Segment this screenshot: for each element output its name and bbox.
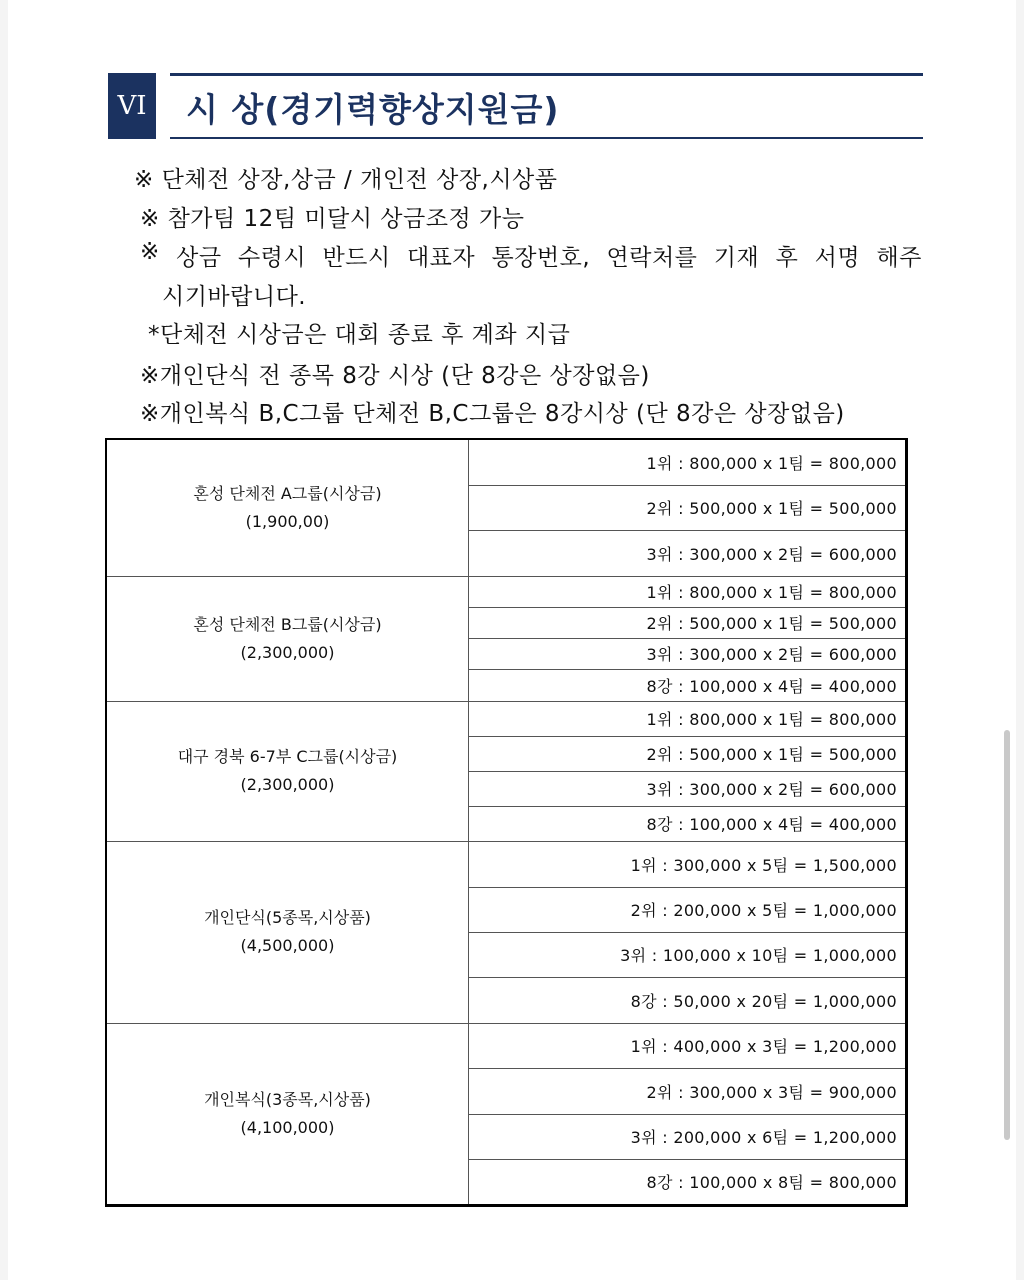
note-word: 후 <box>775 245 799 271</box>
group-total: (4,500,000) <box>240 936 335 955</box>
prize-line: 2위 : 200,000 x 5팀 = 1,000,000 <box>469 887 907 932</box>
prize-line: 3위 : 300,000 x 2팀 = 600,000 <box>469 638 907 669</box>
prize-line: 3위 : 300,000 x 2팀 = 600,000 <box>469 530 907 576</box>
prize-line: 3위 : 100,000 x 10팀 = 1,000,000 <box>469 932 907 977</box>
title-rule-top <box>170 73 923 76</box>
group-name: 대구 경북 6-7부 C그룹(시상금) <box>177 747 398 766</box>
prize-line: 2위 : 300,000 x 3팀 = 900,000 <box>469 1068 907 1114</box>
prize-line: 1위 : 800,000 x 1팀 = 800,000 <box>469 439 907 485</box>
note-singles-awards: ※개인단식 전 종목 8강 시상 (단 8강은 상장없음) <box>140 363 650 389</box>
prize-line: 1위 : 800,000 x 1팀 = 800,000 <box>469 576 907 607</box>
prize-line: 3위 : 200,000 x 6팀 = 1,200,000 <box>469 1114 907 1159</box>
note-word: 상금 <box>176 245 222 271</box>
note-doubles-awards: ※개인복식 B,C그룹 단체전 B,C그룹은 8강시상 (단 8강은 상장없음) <box>140 401 845 427</box>
note-team-payment: *단체전 시상금은 대회 종료 후 계좌 지급 <box>148 322 571 348</box>
group-total: (4,100,000) <box>240 1117 335 1137</box>
scrollbar[interactable] <box>1004 730 1010 1140</box>
group-cell <box>106 439 469 576</box>
table-row <box>106 439 907 485</box>
note-word: 해주 <box>876 245 922 271</box>
prize-line: 2위 : 500,000 x 1팀 = 500,000 <box>469 485 907 530</box>
group-name: 혼성 단체전 B그룹(시상금) <box>193 614 382 634</box>
prize-line: 1위 : 300,000 x 5팀 = 1,500,000 <box>469 841 907 887</box>
note-team-individual-prizes: ※ 단체전 상장,상금 / 개인전 상장,시상품 <box>134 167 558 193</box>
note-receipt-instructions <box>140 239 922 272</box>
group-cell <box>106 1023 469 1205</box>
prize-line: 2위 : 500,000 x 1팀 = 500,000 <box>469 607 907 638</box>
note-word: 수령시 <box>237 245 307 271</box>
group-name: 개인단식(5종목,시상품) <box>204 908 371 927</box>
title-rule-bottom <box>170 137 923 139</box>
group-name: 혼성 단체전 A그룹(시상금) <box>193 483 382 503</box>
prize-table <box>105 438 908 1207</box>
note-word: 대표자 <box>406 245 476 271</box>
table-row <box>106 701 907 736</box>
group-total: (1,900,00) <box>245 511 330 531</box>
group-cell <box>106 841 469 1023</box>
prize-line: 8강 : 50,000 x 20팀 = 1,000,000 <box>469 977 907 1023</box>
note-word: 연락처를 <box>606 245 698 271</box>
chapter-badge: VI <box>108 73 156 139</box>
group-total: (2,300,000) <box>240 775 335 794</box>
prize-line: 8강 : 100,000 x 8팀 = 800,000 <box>469 1159 907 1205</box>
prize-line: 8강 : 100,000 x 4팀 = 400,000 <box>469 669 907 701</box>
prize-line: 2위 : 500,000 x 1팀 = 500,000 <box>469 736 907 771</box>
note-word: 기재 <box>713 245 760 271</box>
prize-line: 3위 : 300,000 x 2팀 = 600,000 <box>469 771 907 806</box>
note-receipt-instructions-cont: 시기바랍니다. <box>162 284 307 310</box>
section-title: 시 상(경기력향상지원금) <box>186 90 560 129</box>
table-row <box>106 576 907 607</box>
note-word: 반드시 <box>322 245 391 271</box>
group-cell <box>106 576 469 701</box>
group-name: 개인복식(3종목,시상품) <box>204 1089 371 1109</box>
prize-line: 1위 : 800,000 x 1팀 = 800,000 <box>469 701 907 736</box>
table-row <box>106 841 907 887</box>
table-row <box>106 1023 907 1068</box>
group-cell <box>106 701 469 841</box>
prize-line: 1위 : 400,000 x 3팀 = 1,200,000 <box>469 1023 907 1068</box>
note-prize-adjustment: ※ 참가팀 12팀 미달시 상금조정 가능 <box>140 206 525 232</box>
note-word: 서명 <box>814 245 861 271</box>
group-total: (2,300,000) <box>240 642 335 662</box>
note-word: ※ <box>140 239 160 265</box>
note-word: 통장번호, <box>491 245 591 271</box>
prize-line: 8강 : 100,000 x 4팀 = 400,000 <box>469 806 907 841</box>
